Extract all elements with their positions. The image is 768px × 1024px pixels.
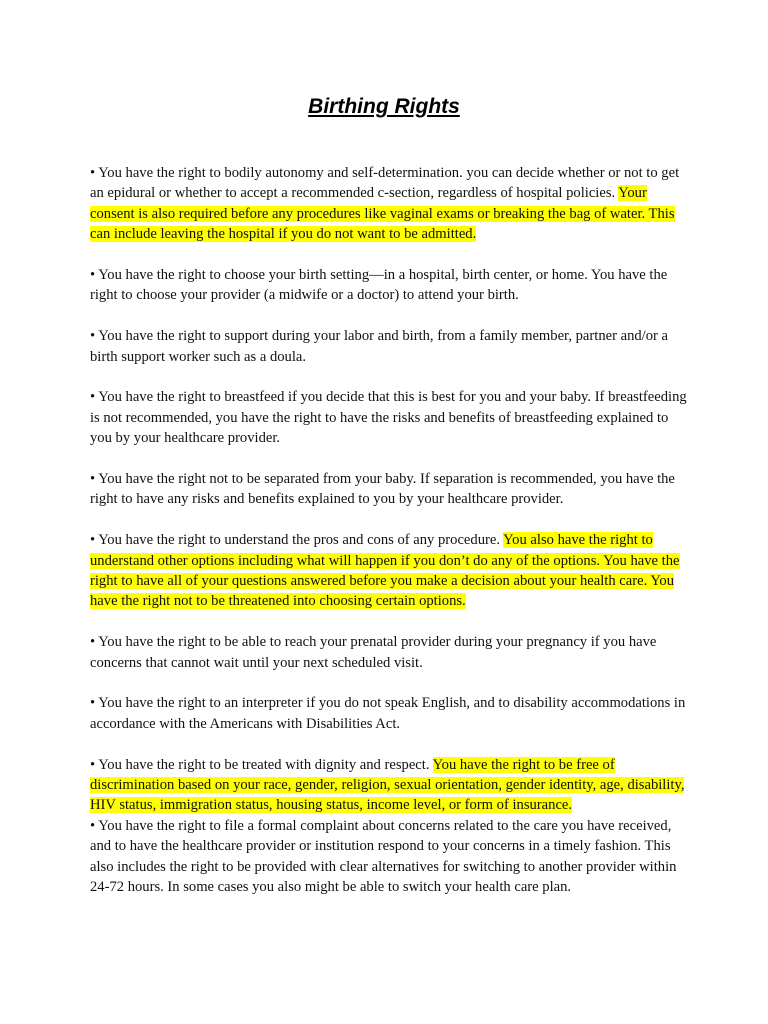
paragraph-complaint bbox=[90, 816, 690, 898]
paragraph-text: • You have the right to breastfeed if you decide that this is best for you and your baby. If breastfeeding is not recommended, you have the right to have the risks and benefits of breastfeeding explained to you by your healthcare provider. bbox=[90, 389, 687, 447]
paragraph-text: • You have the right to bodily autonomy and self-determination. you can decide whether or not to get an epidural or whether to accept a recommended c-section, regardless of hospital policies. bbox=[90, 165, 680, 202]
highlighted-text: Your consent is also required before any procedures like vaginal exams or breaking the bag of water. This can include leaving the hospital if you do not want to be admitted. bbox=[90, 185, 675, 243]
highlighted-text: You also have the right to understand other options including what will happen if you don’t do any of the options. You have the right to have all of your questions answered before you make a decision about your health care. You have the right not to be threatened into choosing certain options. bbox=[90, 532, 680, 610]
highlighted-text: You have the right to be free of discrimination based on your race, gender, religion, sexual orientation, gender identity, age, disability, HIV status, immigration status, housing status, income level, or form of insurance. bbox=[90, 756, 685, 814]
document-title: Birthing Rights bbox=[308, 95, 460, 118]
paragraph-text: • You have the right to understand the pros and cons of any procedure. bbox=[90, 532, 504, 549]
document-body bbox=[90, 163, 690, 898]
paragraph-pros-cons bbox=[90, 530, 690, 612]
paragraph-bodily-autonomy bbox=[90, 163, 690, 245]
paragraph-birth-setting bbox=[90, 265, 690, 306]
paragraph-text: • You have the right to an interpreter if you do not speak English, and to disability accommodations in accordance with the Americans with Disabilities Act. bbox=[90, 695, 686, 732]
paragraph-dignity bbox=[90, 755, 690, 816]
paragraph-interpreter bbox=[90, 693, 690, 734]
paragraph-breastfeed bbox=[90, 387, 690, 448]
paragraph-text: • You have the right to support during your labor and birth, from a family member, partner and/or a birth support worker such as a doula. bbox=[90, 328, 669, 365]
paragraph-text: • You have the right to be able to reach your prenatal provider during your pregnancy if you have concerns that cannot wait until your next scheduled visit. bbox=[90, 634, 657, 671]
paragraph-text: • You have the right not to be separated from your baby. If separation is recommended, you have the right to have any risks and benefits explained to you by your healthcare provider. bbox=[90, 471, 675, 508]
paragraph-prenatal-provider bbox=[90, 632, 690, 673]
paragraph-text: • You have the right to file a formal complaint about concerns related to the care you have received, and to have the healthcare provider or institution respond to your concerns in a timely fashion. This also includes the right to be provided with clear alternatives for switching to another provider within 24-72 hours. In some cases you also might be able to switch your health care plan. bbox=[90, 817, 677, 896]
paragraph-text: • You have the right to be treated with dignity and respect. bbox=[90, 756, 433, 773]
paragraph-not-separated bbox=[90, 469, 690, 510]
paragraph-text: • You have the right to choose your birth setting—in a hospital, birth center, or home. You have the right to choose your provider (a midwife or a doctor) to attend your birth. bbox=[90, 267, 668, 304]
paragraph-support bbox=[90, 326, 690, 367]
